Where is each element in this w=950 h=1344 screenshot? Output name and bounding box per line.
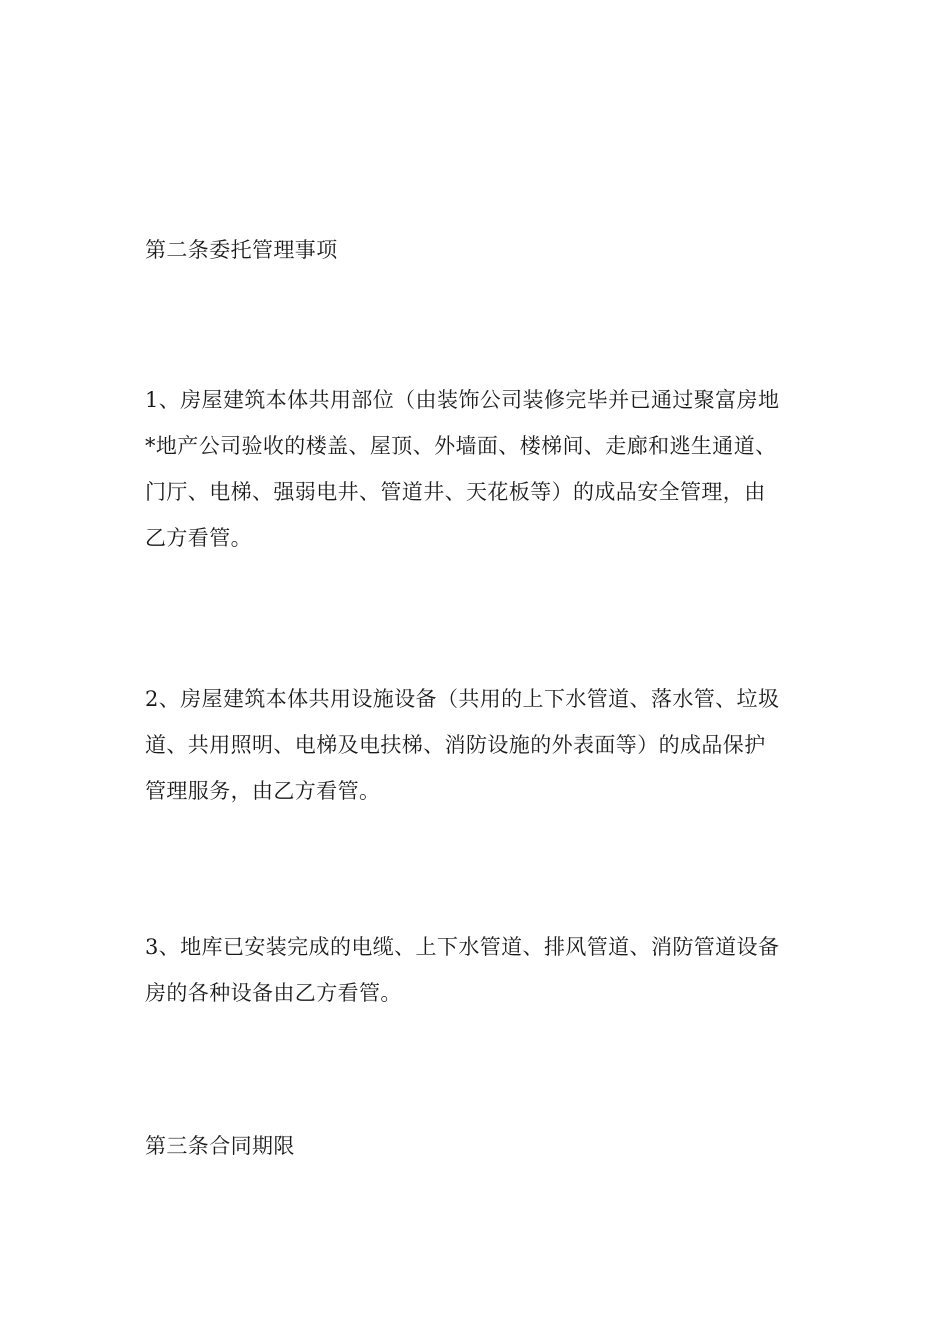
paragraph-line: 管理服务，由乙方看管。 — [145, 779, 381, 803]
paragraph-line: *地产公司验收的楼盖、屋顶、外墙面、楼梯间、走廊和逃生通道、 — [145, 434, 777, 458]
heading-text: 第二条委托管理事项 — [145, 238, 338, 262]
paragraph-line: 3、地库已安装完成的电缆、上下水管道、排风管道、消防管道设备 — [145, 935, 780, 959]
paragraph-line: 1、房屋建筑本体共用部位（由装饰公司装修完毕并已通过聚富房地 — [145, 388, 780, 412]
paragraph-line: 门厅、电梯、强弱电井、管道井、天花板等）的成品安全管理，由 — [145, 480, 766, 504]
paragraph-line: 道、共用照明、电梯及电扶梯、消防设施的外表面等）的成品保护 — [145, 733, 766, 757]
item-1-paragraph — [145, 377, 810, 561]
article-2-heading — [145, 227, 810, 273]
paragraph-line: 房的各种设备由乙方看管。 — [145, 981, 402, 1005]
item-3-paragraph — [145, 924, 810, 1016]
paragraph-line: 2、房屋建筑本体共用设施设备（共用的上下水管道、落水管、垃圾 — [145, 687, 780, 711]
item-2-paragraph — [145, 676, 810, 814]
paragraph-line: 乙方看管。 — [145, 526, 252, 550]
heading-text: 第三条合同期限 — [145, 1134, 295, 1158]
article-3-heading — [145, 1123, 810, 1169]
